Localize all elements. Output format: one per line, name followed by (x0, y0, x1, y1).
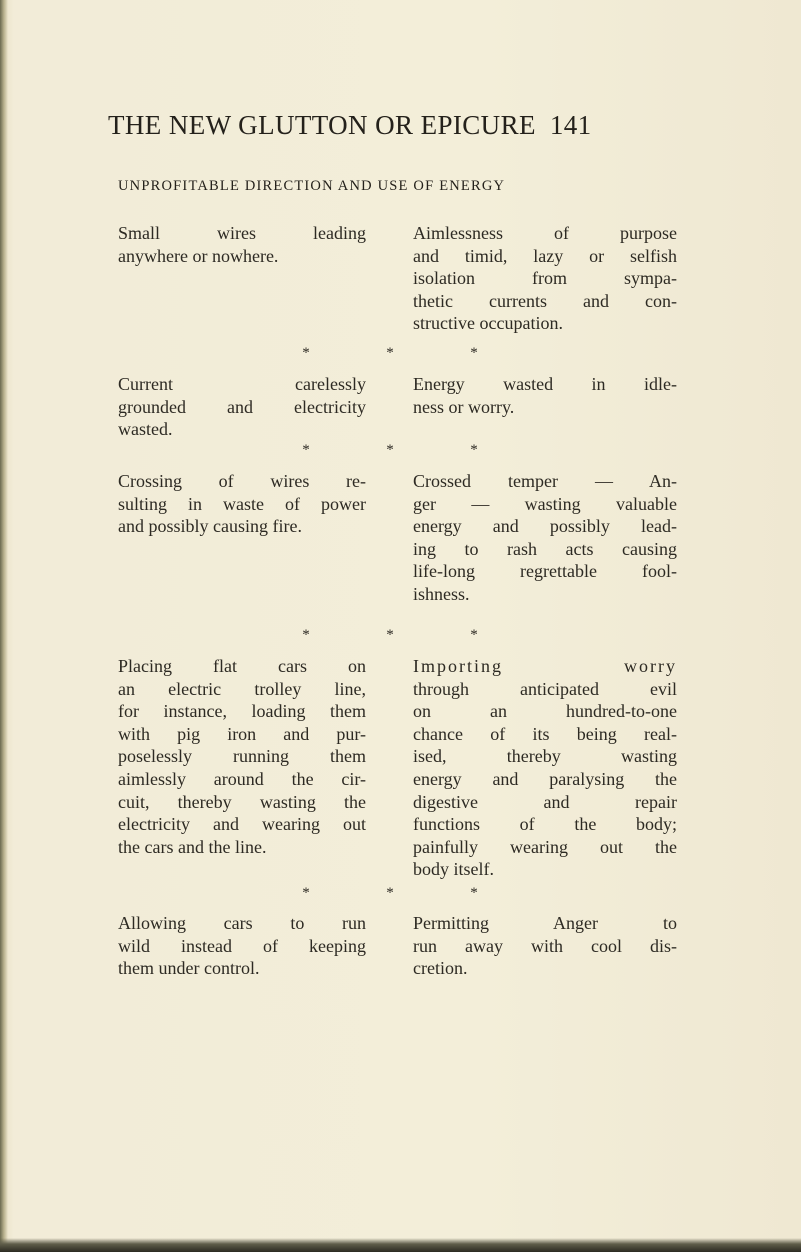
text-line: painfully wearing out the (413, 836, 677, 857)
page-gutter-edge (0, 0, 8, 1252)
text-line: through anticipated evil (413, 678, 677, 699)
text-line: cuit, thereby wasting the (118, 791, 366, 812)
text-line: for instance, loading them (118, 701, 366, 722)
text-line: ing to rash acts causing (413, 538, 677, 559)
entry-1-left (118, 222, 366, 267)
text-line: wasted. (118, 419, 173, 440)
text-line: Current carelessly (118, 374, 366, 394)
page-number: 141 (549, 110, 592, 140)
text-line: poselessly running them (118, 746, 366, 767)
page-bottom-edge (0, 1238, 801, 1252)
entry-5-left (118, 912, 366, 980)
separator-stars (300, 345, 480, 362)
separator-stars (300, 885, 480, 902)
entry-4-right (413, 655, 677, 881)
star-separator-icon: * (386, 442, 394, 458)
text-line: ishness. (413, 583, 470, 604)
star-separator-icon: * (470, 345, 478, 361)
text-line: body itself. (413, 859, 494, 880)
text-line: them under control. (118, 958, 260, 979)
entry-2-right (413, 373, 677, 418)
text-line: cretion. (413, 958, 468, 979)
text-line: with pig iron and pur- (118, 723, 366, 744)
running-title: THE NEW GLUTTON OR EPICURE (108, 110, 536, 140)
text-line: energy and paralysing the (413, 768, 677, 789)
star-separator-icon: * (302, 345, 310, 361)
running-head (108, 110, 708, 141)
text-line: functions of the body; (413, 814, 677, 835)
entry-1-right (413, 222, 677, 335)
text-line: run away with cool dis- (413, 935, 677, 956)
entry-3-left (118, 470, 366, 538)
text-line: structive occupation. (413, 313, 563, 334)
text-line: an electric trolley line, (118, 678, 366, 699)
entry-5-right (413, 912, 677, 980)
entry-2-left (118, 373, 366, 441)
text-line: Importing worry (413, 656, 677, 676)
text-line: ness or worry. (413, 396, 515, 417)
text-line: Small wires leading (118, 223, 366, 243)
text-line: on an hundred-to-one (413, 701, 677, 722)
star-separator-icon: * (302, 885, 310, 901)
text-line: sulting in waste of power (118, 493, 366, 514)
text-line: anywhere or nowhere. (118, 245, 279, 266)
entry-3-right (413, 470, 677, 606)
text-line: isolation from sympa- (413, 268, 677, 289)
text-line: Aimlessness of purpose (413, 223, 677, 243)
star-separator-icon: * (386, 345, 394, 361)
text-line: Energy wasted in idle- (413, 374, 677, 394)
star-separator-icon: * (470, 442, 478, 458)
text-line: Crossing of wires re- (118, 471, 366, 491)
text-line: and timid, lazy or selfish (413, 245, 677, 266)
text-line: Allowing cars to run (118, 913, 366, 933)
text-line: and possibly causing fire. (118, 516, 302, 537)
star-separator-icon: * (470, 885, 478, 901)
star-separator-icon: * (302, 442, 310, 458)
text-line: thetic currents and con- (413, 290, 677, 311)
star-separator-icon: * (386, 885, 394, 901)
text-line: wild instead of keeping (118, 935, 366, 956)
text-line: Permitting Anger to (413, 913, 677, 933)
text-line: aimlessly around the cir- (118, 768, 366, 789)
text-line: life-long regrettable fool- (413, 561, 677, 582)
text-line: Placing flat cars on (118, 656, 366, 676)
text-line: Crossed temper — An- (413, 471, 677, 491)
text-line: grounded and electricity (118, 396, 366, 417)
text-line: ger — wasting valuable (413, 493, 677, 514)
star-separator-icon: * (386, 627, 394, 643)
text-line: electricity and wearing out (118, 814, 366, 835)
star-separator-icon: * (302, 627, 310, 643)
separator-stars (300, 627, 480, 644)
text-line: chance of its being real- (413, 723, 677, 744)
entry-4-left (118, 655, 366, 858)
text-line: ised, thereby wasting (413, 746, 677, 767)
separator-stars (300, 442, 480, 459)
text-line: digestive and repair (413, 791, 677, 812)
text-line: the cars and the line. (118, 836, 267, 857)
star-separator-icon: * (470, 627, 478, 643)
text-line: energy and possibly lead- (413, 516, 677, 537)
section-title: UNPROFITABLE DIRECTION AND USE OF ENERGY (118, 178, 506, 194)
